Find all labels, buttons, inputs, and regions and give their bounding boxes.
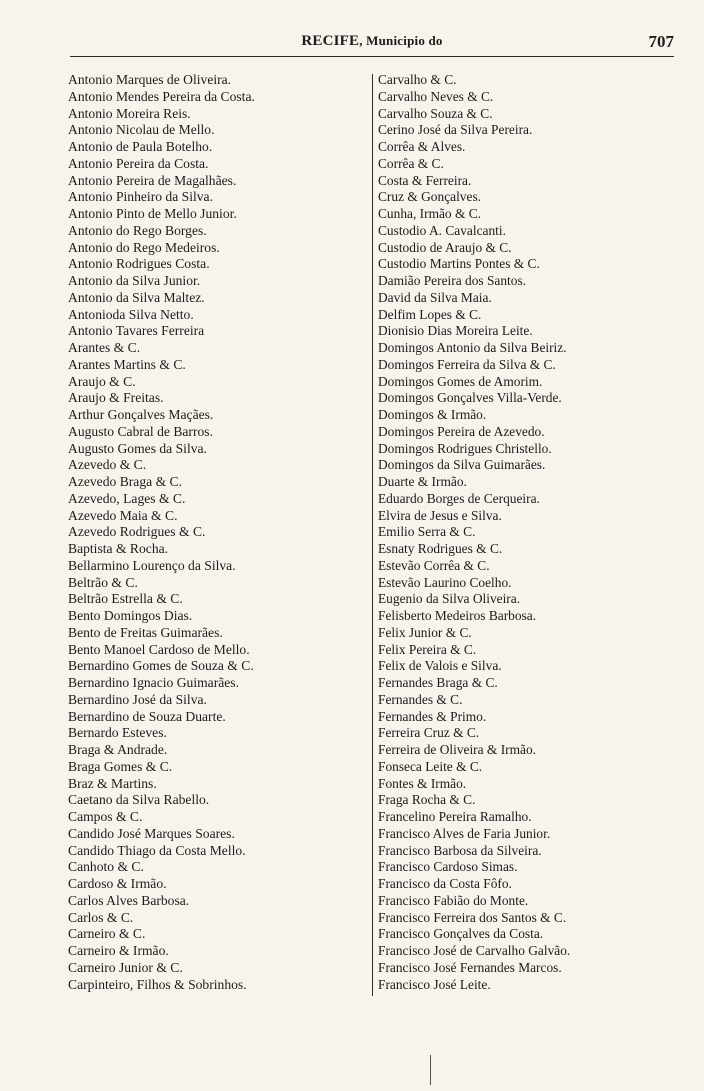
list-item: Arantes & C. bbox=[68, 340, 141, 355]
list-item: Antonio Nicolau de Mello. bbox=[68, 122, 215, 138]
list-item: Araujo & Freitas. bbox=[68, 390, 164, 406]
list-item: Caetano da Silva Rabello. bbox=[68, 792, 210, 808]
list-item: Francelino Pereira Ramalho. bbox=[378, 809, 532, 824]
list-item: Francisco Fabião do Monte. bbox=[378, 892, 529, 908]
list-item: Beltrão Estrella & C. bbox=[68, 591, 183, 607]
header-rule bbox=[70, 56, 674, 57]
list-item: Fernandes Braga & C. bbox=[378, 675, 498, 690]
list-item: Bernardino José da Silva. bbox=[68, 691, 207, 707]
list-item: Antonio Rodrigues Costa. bbox=[68, 256, 210, 272]
list-item: Carvalho & C. bbox=[378, 72, 457, 87]
list-item: Candido José Marques Soares. bbox=[68, 825, 235, 841]
list-item: Ferreira Cruz & C. bbox=[378, 725, 480, 741]
list-item: Francisco José de Carvalho Galvão. bbox=[378, 943, 571, 958]
list-item: Augusto Gomes da Silva. bbox=[68, 440, 207, 456]
list-item: Antonio Pereira de Magalhães. bbox=[68, 172, 237, 188]
list-item: Custodio Martins Pontes & C. bbox=[378, 256, 540, 272]
page-number: 707 bbox=[648, 32, 674, 51]
list-item: Bento Manoel Cardoso de Mello. bbox=[68, 641, 250, 657]
list-item: Costa & Ferreira. bbox=[378, 172, 472, 188]
list-item: Antonio Mendes Pereira da Costa. bbox=[68, 88, 255, 104]
list-item: Custodio A. Cavalcanti. bbox=[378, 222, 506, 238]
list-item: Estevão Laurino Coelho. bbox=[378, 574, 512, 590]
list-item: Domingos & Irmão. bbox=[378, 407, 487, 422]
list-item: Francisco José Fernandes Marcos. bbox=[378, 959, 562, 975]
list-item: Francisco Cardoso Simas. bbox=[378, 859, 518, 875]
list-item: Bento de Freitas Guimarães. bbox=[68, 624, 223, 640]
list-item: Antonio da Silva Junior. bbox=[68, 273, 201, 288]
list-item: Carlos Alves Barbosa. bbox=[68, 892, 190, 908]
list-item: Fonseca Leite & C. bbox=[378, 758, 483, 774]
list-item: Cruz & Gonçalves. bbox=[378, 189, 482, 205]
list-item: Azevedo Maia & C. bbox=[68, 507, 178, 523]
list-item: Antonio da Silva Maltez. bbox=[68, 289, 205, 305]
column-divider bbox=[372, 74, 373, 996]
list-item: Custodio de Araujo & C. bbox=[378, 239, 512, 255]
list-item: Domingos Gomes de Amorim. bbox=[378, 373, 543, 389]
list-item: Felix de Valois e Silva. bbox=[378, 658, 502, 674]
list-item: Francisco José Leite. bbox=[378, 976, 491, 992]
list-item: Bernardino de Souza Duarte. bbox=[68, 708, 226, 724]
list-item: Damião Pereira dos Santos. bbox=[378, 273, 527, 288]
list-item: Domingos Gonçalves Villa-Verde. bbox=[378, 390, 562, 406]
list-item: Antonioda Silva Netto. bbox=[68, 306, 194, 322]
list-item: Domingos da Silva Guimarães. bbox=[378, 457, 546, 473]
left-column-list bbox=[68, 72, 358, 993]
list-item: Carlos & C. bbox=[68, 909, 134, 925]
list-item: Emilio Serra & C. bbox=[378, 524, 476, 540]
list-item: Antonio Pinto de Mello Junior. bbox=[68, 206, 237, 221]
list-item: Carneiro Junior & C. bbox=[68, 959, 183, 975]
list-item: Domingos Ferreira da Silva & C. bbox=[378, 356, 556, 372]
list-item: Elvira de Jesus e Silva. bbox=[378, 507, 502, 523]
right-column-list bbox=[378, 72, 678, 993]
list-item: Candido Thiago da Costa Mello. bbox=[68, 842, 246, 858]
list-item: Carpinteiro, Filhos & Sobrinhos. bbox=[68, 976, 247, 992]
list-item: Campos & C. bbox=[68, 809, 143, 824]
list-item: Fontes & Irmão. bbox=[378, 775, 467, 791]
list-item: Baptista & Rocha. bbox=[68, 541, 169, 556]
list-item: Carneiro & C. bbox=[68, 926, 146, 942]
list-item: Beltrão & C. bbox=[68, 574, 138, 590]
list-item: Domingos Antonio da Silva Beiriz. bbox=[378, 340, 567, 355]
list-item: Eugenio da Silva Oliveira. bbox=[378, 591, 521, 607]
list-item: Antonio do Rego Borges. bbox=[68, 222, 207, 238]
list-item: Antonio Pereira da Costa. bbox=[68, 155, 209, 171]
list-item: Antonio Tavares Ferreira bbox=[68, 323, 205, 339]
list-item: Cardoso & Irmão. bbox=[68, 876, 167, 891]
list-item: Corrêa & C. bbox=[378, 155, 444, 171]
list-item: Dionisio Dias Moreira Leite. bbox=[378, 323, 533, 339]
list-item: Antonio Pinheiro da Silva. bbox=[68, 189, 213, 205]
list-item: Ferreira de Oliveira & Irmão. bbox=[378, 742, 537, 757]
list-item: Delfim Lopes & C. bbox=[378, 306, 482, 322]
list-item: Carvalho Neves & C. bbox=[378, 88, 494, 104]
list-item: Antonio Marques de Oliveira. bbox=[68, 72, 232, 87]
list-item: Francisco Ferreira dos Santos & C. bbox=[378, 909, 567, 925]
list-item: Domingos Pereira de Azevedo. bbox=[378, 423, 545, 439]
list-item: Azevedo & C. bbox=[68, 457, 147, 473]
municipality-label: , Municipio do bbox=[359, 33, 443, 48]
list-item: Francisco Barbosa da Silveira. bbox=[378, 842, 542, 858]
list-item: David da Silva Maia. bbox=[378, 289, 492, 305]
list-item: Duarte & Irmão. bbox=[378, 474, 467, 489]
list-item: Cunha, Irmão & C. bbox=[378, 206, 482, 221]
list-item: Augusto Cabral de Barros. bbox=[68, 423, 213, 439]
list-item: Eduardo Borges de Cerqueira. bbox=[378, 490, 540, 506]
list-item: Araujo & C. bbox=[68, 373, 136, 389]
list-item: Francisco da Costa Fôfo. bbox=[378, 876, 512, 891]
list-item: Felisberto Medeiros Barbosa. bbox=[378, 608, 537, 623]
list-item: Fernandes & Primo. bbox=[378, 708, 487, 724]
list-item: Francisco Alves de Faria Junior. bbox=[378, 825, 551, 841]
list-item: Estevão Corrêa & C. bbox=[378, 557, 490, 573]
list-item: Carneiro & Irmão. bbox=[68, 943, 169, 958]
list-item: Arthur Gonçalves Maçães. bbox=[68, 407, 214, 422]
list-item: Antonio do Rego Medeiros. bbox=[68, 239, 220, 255]
list-item: Felix Junior & C. bbox=[378, 624, 472, 640]
list-item: Domingos Rodrigues Christello. bbox=[378, 440, 552, 456]
list-item: Bernardo Esteves. bbox=[68, 725, 167, 741]
list-item: Cerino José da Silva Pereira. bbox=[378, 122, 533, 138]
running-title bbox=[70, 33, 674, 50]
page-header bbox=[70, 30, 674, 54]
list-item: Fernandes & C. bbox=[378, 691, 463, 707]
list-item: Canhoto & C. bbox=[68, 859, 144, 875]
list-item: Azevedo Braga & C. bbox=[68, 474, 183, 489]
list-item: Antonio de Paula Botelho. bbox=[68, 139, 213, 154]
list-item: Bento Domingos Dias. bbox=[68, 608, 193, 623]
city-name: RECIFE bbox=[301, 33, 360, 49]
margin-mark bbox=[430, 1055, 431, 1085]
list-item: Francisco Gonçalves da Costa. bbox=[378, 926, 544, 942]
list-item: Bellarmino Lourenço da Silva. bbox=[68, 557, 236, 573]
list-item: Braz & Martins. bbox=[68, 775, 157, 791]
list-item: Azevedo Rodrigues & C. bbox=[68, 524, 206, 540]
list-item: Bernardino Gomes de Souza & C. bbox=[68, 658, 254, 674]
list-item: Esnaty Rodrigues & C. bbox=[378, 541, 503, 556]
list-item: Fraga Rocha & C. bbox=[378, 792, 476, 808]
list-item: Antonio Moreira Reis. bbox=[68, 105, 191, 121]
list-item: Braga & Andrade. bbox=[68, 742, 168, 757]
list-item: Corrêa & Alves. bbox=[378, 139, 466, 154]
list-item: Carvalho Souza & C. bbox=[378, 105, 493, 121]
list-item: Braga Gomes & C. bbox=[68, 758, 173, 774]
list-item: Arantes Martins & C. bbox=[68, 356, 186, 372]
list-item: Bernardino Ignacio Guimarães. bbox=[68, 675, 239, 690]
list-item: Felix Pereira & C. bbox=[378, 641, 477, 657]
list-item: Azevedo, Lages & C. bbox=[68, 490, 186, 506]
